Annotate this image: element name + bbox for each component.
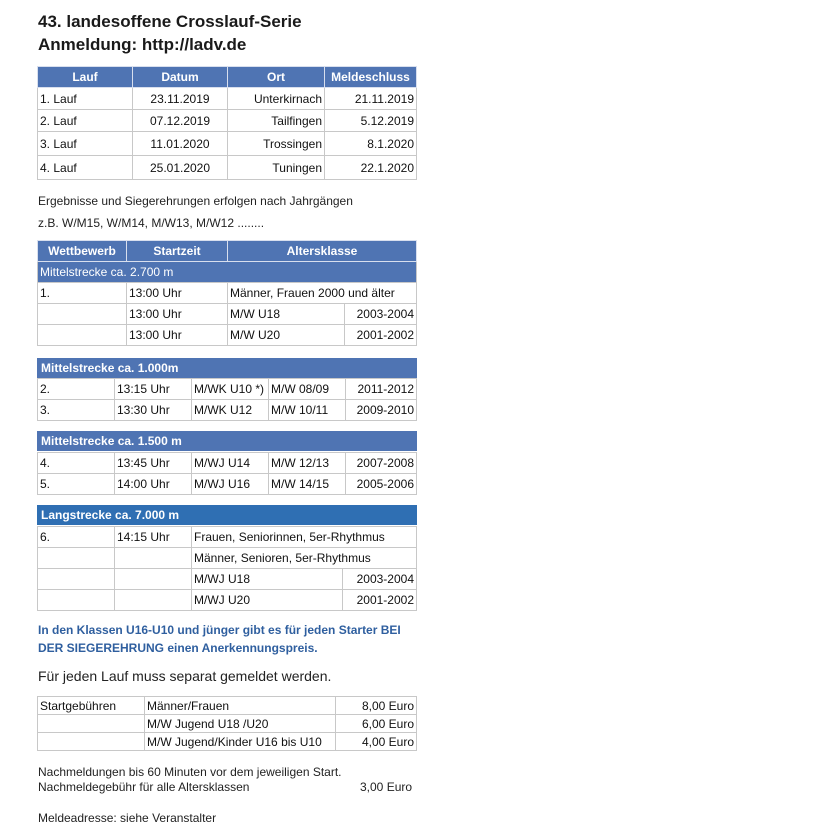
cell: 4,00 Euro	[336, 733, 417, 751]
cell: 13:45 Uhr	[115, 453, 192, 474]
schedule-table	[37, 66, 417, 180]
award-note-line2: DER SIEGEREHRUNG einen Anerkennungspreis.	[38, 641, 318, 655]
cell: Unterkirnach	[228, 88, 325, 110]
competition-table-1	[37, 240, 417, 346]
table-row	[38, 110, 417, 132]
cell	[38, 569, 115, 590]
cell: 3.	[38, 400, 115, 421]
cell: 2009-2010	[346, 400, 417, 421]
cell: M/WK U10 *)	[192, 379, 269, 400]
table-row	[38, 400, 417, 421]
section-header-1000m: Mittelstrecke ca. 1.000m	[37, 358, 417, 378]
competition-table-2	[37, 378, 417, 421]
section-header-7000m: Langstrecke ca. 7.000 m	[37, 505, 417, 525]
cell	[115, 590, 192, 611]
registration-url[interactable]: Anmeldung: http://ladv.de	[38, 35, 247, 54]
page-title: 43. landesoffene Crosslauf-Serie	[38, 12, 302, 31]
table-row	[38, 453, 417, 474]
cell: 2007-2008	[346, 453, 417, 474]
cell: 25.01.2020	[133, 156, 228, 180]
cell: 3. Lauf	[38, 132, 133, 156]
table-row	[38, 304, 417, 325]
table-row	[38, 379, 417, 400]
cell	[38, 325, 127, 346]
col-meldeschluss: Meldeschluss	[325, 67, 417, 88]
cell: 4.	[38, 453, 115, 474]
fees-table	[37, 696, 417, 751]
note-example: z.B. W/M15, W/M14, M/W13, M/W12 ........	[38, 216, 265, 230]
table-row	[38, 527, 417, 548]
competition-table-3	[37, 452, 417, 495]
competition-header-row	[38, 241, 417, 262]
cell: 14:00 Uhr	[115, 474, 192, 495]
col-wettbewerb: Wettbewerb	[38, 241, 127, 262]
table-row	[38, 590, 417, 611]
cell	[38, 548, 115, 569]
cell: 2001-2002	[343, 590, 417, 611]
cell: 1. Lauf	[38, 88, 133, 110]
cell: 2001-2002	[345, 325, 417, 346]
cell: 13:00 Uhr	[127, 304, 228, 325]
cell: 07.12.2019	[133, 110, 228, 132]
cell: 2003-2004	[345, 304, 417, 325]
col-altersklasse: Altersklasse	[228, 241, 417, 262]
table-row	[38, 733, 417, 751]
cell: M/W 14/15	[269, 474, 346, 495]
table-row	[38, 548, 417, 569]
table-row	[38, 88, 417, 110]
cell: 8,00 Euro	[336, 697, 417, 715]
cell: 2. Lauf	[38, 110, 133, 132]
cell: 2003-2004	[343, 569, 417, 590]
registration-address: Meldeadresse: siehe Veranstalter	[38, 811, 217, 825]
cell: 2011-2012	[346, 379, 417, 400]
late-fee-value: 3,00 Euro	[360, 780, 413, 794]
cell: 13:00 Uhr	[127, 283, 228, 304]
cell: Männer/Frauen	[145, 697, 336, 715]
note-results: Ergebnisse und Siegerehrungen erfolgen nach Jahrgängen	[38, 194, 353, 208]
table-row	[38, 156, 417, 180]
cell: Tuningen	[228, 156, 325, 180]
cell: 1.	[38, 283, 127, 304]
cell	[38, 304, 127, 325]
col-startzeit: Startzeit	[127, 241, 228, 262]
cell: M/WJ U20	[192, 590, 343, 611]
cell: Frauen, Seniorinnen, 5er-Rhythmus	[192, 527, 417, 548]
cell	[115, 548, 192, 569]
table-row	[38, 325, 417, 346]
fees-label: Startgebühren	[38, 697, 145, 715]
cell: Tailfingen	[228, 110, 325, 132]
cell: 6.	[38, 527, 115, 548]
cell: M/W 10/11	[269, 400, 346, 421]
table-row	[38, 715, 417, 733]
cell: 23.11.2019	[133, 88, 228, 110]
cell: Männer, Frauen 2000 und älter	[228, 283, 417, 304]
col-lauf: Lauf	[38, 67, 133, 88]
cell: 14:15 Uhr	[115, 527, 192, 548]
cell: 4. Lauf	[38, 156, 133, 180]
cell: M/W Jugend U18 /U20	[145, 715, 336, 733]
cell	[38, 733, 145, 751]
cell	[38, 590, 115, 611]
cell: 21.11.2019	[325, 88, 417, 110]
cell: 13:15 Uhr	[115, 379, 192, 400]
table-row	[38, 474, 417, 495]
late-registration-note: Nachmeldungen bis 60 Minuten vor dem jeweiligen Start.	[38, 765, 342, 779]
table-row	[38, 132, 417, 156]
cell: 5.12.2019	[325, 110, 417, 132]
late-fee-label: Nachmeldegebühr für alle Altersklassen	[38, 780, 250, 794]
section-row	[38, 262, 417, 283]
cell: 8.1.2020	[325, 132, 417, 156]
cell	[38, 715, 145, 733]
cell: M/WJ U14	[192, 453, 269, 474]
cell: 5.	[38, 474, 115, 495]
cell: M/WJ U16	[192, 474, 269, 495]
cell: M/W U18	[228, 304, 345, 325]
separate-registration-note: Für jeden Lauf muss separat gemeldet werden.	[38, 668, 332, 684]
col-datum: Datum	[133, 67, 228, 88]
cell: M/WJ U18	[192, 569, 343, 590]
cell: M/W 08/09	[269, 379, 346, 400]
cell: 22.1.2020	[325, 156, 417, 180]
award-note-line1: In den Klassen U16-U10 und jünger gibt es für jeden Starter BEI	[38, 623, 401, 637]
col-ort: Ort	[228, 67, 325, 88]
competition-table-4	[37, 526, 417, 611]
cell: 13:00 Uhr	[127, 325, 228, 346]
cell: M/W U20	[228, 325, 345, 346]
table-row	[38, 569, 417, 590]
cell: Männer, Senioren, 5er-Rhythmus	[192, 548, 417, 569]
cell	[115, 569, 192, 590]
cell: M/WK U12	[192, 400, 269, 421]
cell: Trossingen	[228, 132, 325, 156]
table-row	[38, 697, 417, 715]
cell: 6,00 Euro	[336, 715, 417, 733]
cell: M/W 12/13	[269, 453, 346, 474]
cell: M/W Jugend/Kinder U16 bis U10	[145, 733, 336, 751]
schedule-header-row	[38, 67, 417, 88]
table-row	[38, 283, 417, 304]
section-title: Mittelstrecke ca. 2.700 m	[38, 262, 417, 283]
cell: 2.	[38, 379, 115, 400]
cell: 11.01.2020	[133, 132, 228, 156]
cell: 2005-2006	[346, 474, 417, 495]
section-header-1500m: Mittelstrecke ca. 1.500 m	[37, 431, 417, 451]
cell: 13:30 Uhr	[115, 400, 192, 421]
